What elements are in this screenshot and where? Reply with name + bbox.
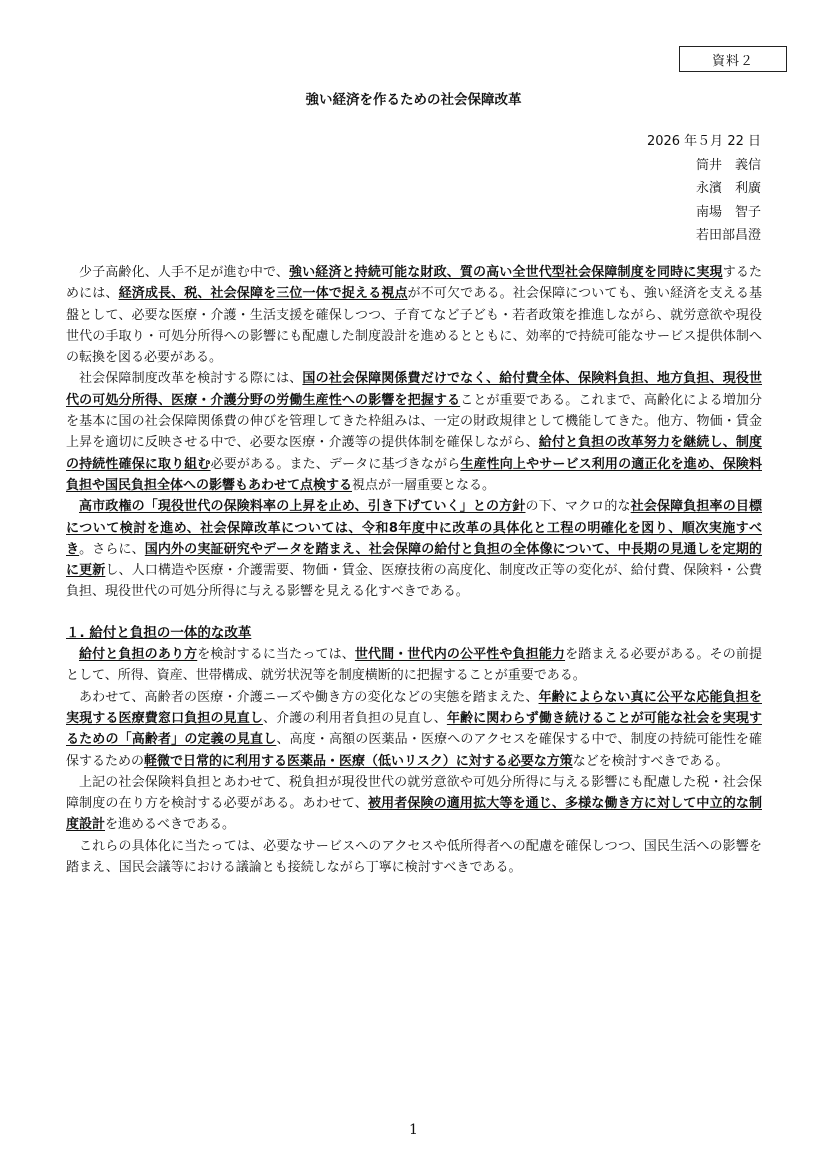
body-text: が不可欠である。社会保障についても、強い経済を支える基盤として、必要な医療・介護・生活支援を確保しつつ、子育てなど子ども・若者政策を推進しながら、就労意欲や現役世代の手取り・可処分所得への影響にも配慮した制度設計を進めるとともに、効率的で持続可能なサービス提供体制への転換を図る必要がある。 bbox=[66, 286, 762, 366]
body-text: するためには、 bbox=[66, 265, 762, 302]
emphasis-text: 社会保障負担率の目標について検討を進め、社会保障改革については、令和8年度中に改革の具体化と工程の明確化を図り、順次実施すべき bbox=[66, 499, 762, 557]
body-text: 、高度・高額の医薬品・医療へのアクセスを確保する中で、制度の持続可能性を確保するための bbox=[66, 732, 762, 769]
emphasis-text: 年齢によらない真に公平な応能負担を実現する医療費窓口負担の見直し bbox=[66, 689, 762, 726]
body-text: し、人口構造や医療・介護需要、物価・賃金、医療技術の高度化、制度改正等の変化が、給付費、保険料・公費負担、現役世代の可処分所得に与える影響を見える化すべきである。 bbox=[66, 563, 762, 600]
body-text: などを検討すべきである。 bbox=[572, 753, 729, 769]
body-text: 、介護の利用者負担の見直し、 bbox=[263, 710, 447, 726]
emphasis-text: 給付と負担のあり方 bbox=[79, 647, 198, 663]
emphasis-text: 高市政権の「現役世代の保険料率の上昇を止め、引き下げていく」との方針 bbox=[79, 499, 526, 515]
author-name: 永濱 利廣 bbox=[695, 181, 761, 196]
document-body bbox=[66, 262, 762, 878]
intro-paragraph bbox=[66, 496, 762, 602]
emphasis-text: 経済成長、税、社会保障を三位一体で捉える視点 bbox=[118, 286, 408, 302]
author-name: 筒井 義信 bbox=[695, 157, 761, 173]
section-paragraph bbox=[66, 836, 762, 879]
body-text: を進めるべきである。 bbox=[105, 817, 236, 833]
body-text: 少子高齢化、人手不足が進む中で、 bbox=[79, 265, 290, 280]
intro-paragraph bbox=[66, 368, 762, 496]
body-text: 社会保障制度改革を検討する際には、 bbox=[79, 371, 303, 387]
emphasis-text: 給付と負担の改革努力を継続し、制度の持続性確保に取り組む bbox=[66, 435, 762, 472]
intro-paragraph bbox=[66, 262, 762, 368]
body-text: の下、マクロ的な bbox=[525, 499, 631, 515]
section-paragraph bbox=[66, 772, 762, 836]
emphasis-text: 国内外の実証研究やデータを踏まえ、社会保障の給付と負担の全体像について、中長期の見通しを定期的に更新 bbox=[66, 541, 762, 579]
body-text: これらの具体化に当たっては、必要なサービスへのアクセスや低所得者への配慮を確保しつつ、国民生活への影響を踏まえ、国民会議等における議論とも接続しながら丁寧に検討すべきである。 bbox=[66, 838, 762, 876]
document-meta bbox=[647, 130, 761, 248]
section-paragraph bbox=[66, 644, 762, 687]
body-text: を踏まえる必要がある。その前提として、所得、資産、世帯構成、就労状況等を制度横断的に把握することが重要である。 bbox=[66, 647, 762, 684]
body-text: ことが重要である。これまで、高齢化による増加分を基本に国の社会保障関係費の伸びを管理してきた枠組みは、一定の財政規律として機能してきた。他方、物価・賃金上昇を適切に反映させる中で、必要な医療・介護等の提供体制を確保しながら、 bbox=[66, 392, 762, 451]
emphasis-text: 軽微で日常的に利用する医薬品・医療（低いリスク）に対する必要な方策 bbox=[144, 753, 573, 769]
body-text: を検討するに当たっては、 bbox=[197, 647, 355, 663]
page-title: 強い経済を作るための社会保障改革 bbox=[305, 92, 522, 108]
page-number: 1 bbox=[409, 1122, 418, 1138]
body-text: 視点が一層重要となる。 bbox=[352, 477, 496, 493]
emphasis-text: 生産性向上やサービス利用の適正化を進め、保険料負担や国民負担全体への影響もあわせて点検する bbox=[66, 456, 762, 493]
section-paragraph bbox=[66, 687, 762, 772]
body-text: 。さらに、 bbox=[79, 541, 145, 557]
body-text: 上記の社会保険料負担とあわせて、税負担が現役世代の就労意欲や可処分所得に与える影響にも配慮した税・社会保障制度の在り方を検討する必要がある。あわせて、 bbox=[66, 774, 762, 812]
document-tag: 資料２ bbox=[679, 46, 787, 72]
emphasis-text: 年齢に関わらず働き続けることが可能な社会を実現するための「高齢者」の定義の見直し bbox=[66, 710, 762, 748]
emphasis-text: 被用者保険の適用拡大等を通じ、多様な働き方に対して中立的な制度設計 bbox=[66, 796, 762, 833]
author-name: 若田部昌澄 bbox=[695, 228, 761, 243]
emphasis-text: 世代間・世代内の公平性や負担能力 bbox=[354, 647, 566, 663]
author-name: 南場 智子 bbox=[695, 204, 761, 220]
body-text: 必要がある。また、データに基づきながら bbox=[210, 456, 461, 472]
emphasis-text: 強い経済と持続可能な財政、質の高い全世代型社会保障制度を同時に実現 bbox=[289, 265, 723, 280]
document-date: 2026 年５月 22 日 bbox=[646, 134, 761, 149]
body-text: あわせて、高齢者の医療・介護ニーズや働き方の変化などの実態を踏まえた、 bbox=[79, 689, 539, 705]
emphasis-text: 国の社会保障関係費だけでなく、給付費全体、保険料負担、地方負担、現役世代の可処分所得、医療・介護分野の労働生産性への影響を把握する bbox=[66, 371, 762, 408]
section-heading: １. 給付と負担の一体的な改革 bbox=[66, 624, 252, 641]
